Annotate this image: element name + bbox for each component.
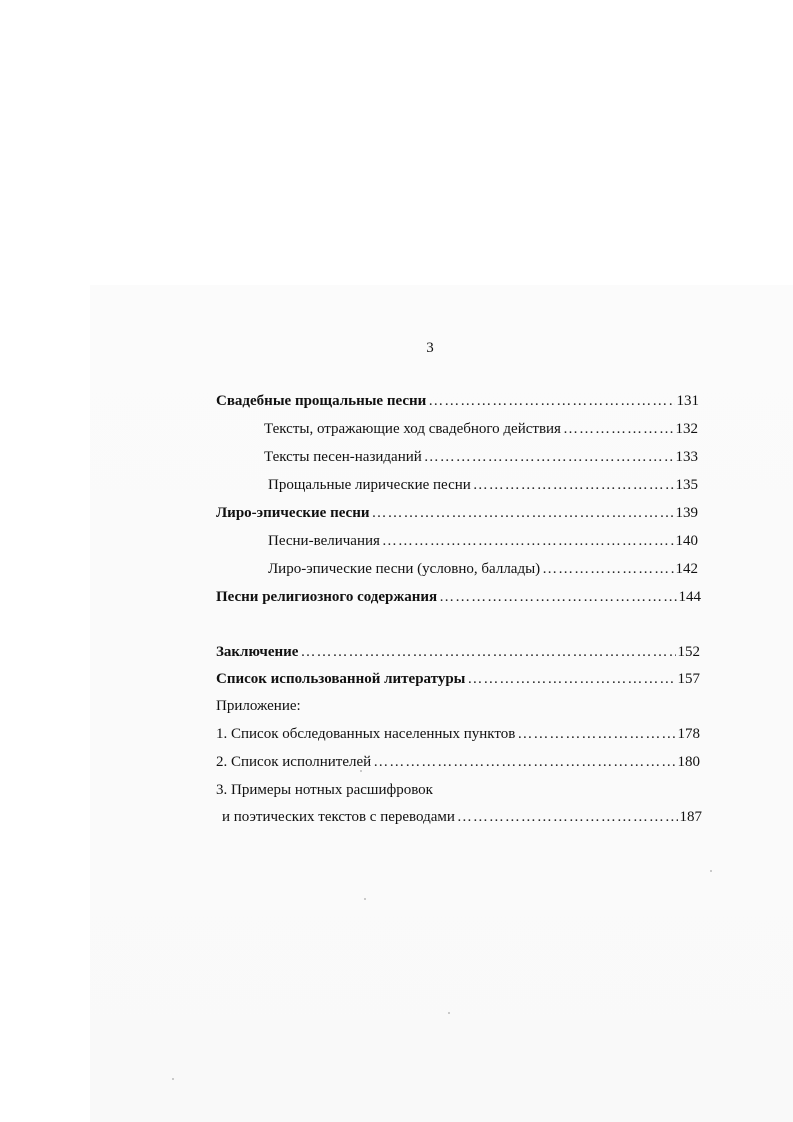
toc-entry-label: Тексты песен-назиданий	[264, 449, 422, 465]
page-number: 3	[426, 340, 434, 356]
toc-entry-wedding-action-texts	[264, 420, 698, 438]
toc-entry-label: Песни-величания	[268, 533, 380, 549]
scan-background	[90, 285, 793, 1122]
toc-entry-glorification-songs	[268, 532, 698, 550]
leader-dots	[457, 808, 678, 826]
scan-speck	[360, 770, 362, 772]
leader-dots	[563, 420, 674, 438]
scan-speck	[710, 870, 712, 872]
toc-entry-farewell-lyric-songs	[268, 476, 698, 494]
appendix-title: Приложение:	[216, 698, 301, 714]
toc-entry-instruction-songs	[264, 448, 698, 466]
leader-dots	[439, 588, 676, 606]
scan-speck	[448, 1012, 450, 1014]
leader-dots	[428, 392, 674, 410]
appendix-item-poetic-texts	[222, 808, 702, 826]
toc-entry-label: Список использованной литературы	[216, 671, 466, 687]
leader-dots	[382, 532, 674, 550]
toc-entry-label: 2. Список исполнителей	[216, 754, 372, 770]
leader-dots	[517, 725, 675, 743]
toc-entry-conclusion	[216, 643, 700, 661]
toc-entry-page: 178	[677, 726, 700, 742]
toc-entry-page: 135	[675, 477, 698, 493]
toc-entry-page: 140	[675, 533, 698, 549]
toc-entry-label: Лиро-эпические песни (условно, баллады)	[268, 561, 541, 577]
toc-entry-page: 152	[677, 644, 700, 660]
leader-dots	[373, 753, 675, 771]
toc-entry-page: 157	[677, 671, 700, 687]
leader-dots	[542, 560, 673, 578]
toc-entry-page: 131	[676, 393, 699, 409]
toc-entry-references	[216, 670, 700, 688]
toc-entry-label: Заключение	[216, 644, 299, 660]
toc-entry-page: 133	[675, 449, 698, 465]
appendix-item-settlements	[216, 725, 700, 743]
leader-dots	[424, 448, 674, 466]
toc-entry-page: 187	[679, 809, 702, 825]
toc-entry-label: Лиро-эпические песни	[216, 505, 370, 521]
toc-entry-label: 1. Список обследованных населенных пунктов	[216, 726, 516, 742]
leader-dots	[372, 504, 674, 522]
toc-entry-religious-songs	[216, 588, 701, 606]
leader-dots	[300, 643, 675, 661]
toc-entry-label: Свадебные прощальные песни	[216, 393, 427, 409]
toc-entry-label: Прощальные лирические песни	[268, 477, 471, 493]
toc-entry-label: и поэтических текстов с переводами	[222, 809, 455, 825]
toc-entry-wedding-farewell-songs	[216, 392, 699, 410]
toc-entry-page: 139	[675, 505, 698, 521]
toc-entry-page: 180	[677, 754, 700, 770]
toc-entry-label: Тексты, отражающие ход свадебного действия	[264, 421, 561, 437]
scan-speck	[364, 898, 366, 900]
leader-dots	[473, 476, 674, 494]
leader-dots	[467, 670, 675, 688]
appendix-item-performers	[216, 753, 700, 771]
appendix-item-transcriptions: 3. Примеры нотных расшифровок	[216, 782, 433, 798]
toc-entry-page: 144	[678, 589, 701, 605]
toc-entry-page: 132	[675, 421, 698, 437]
toc-entry-label: Песни религиозного содержания	[216, 589, 438, 605]
toc-entry-ballads	[268, 560, 698, 578]
scan-speck	[172, 1078, 174, 1080]
toc-entry-page: 142	[675, 561, 698, 577]
toc-entry-lyric-epic-songs	[216, 504, 698, 522]
